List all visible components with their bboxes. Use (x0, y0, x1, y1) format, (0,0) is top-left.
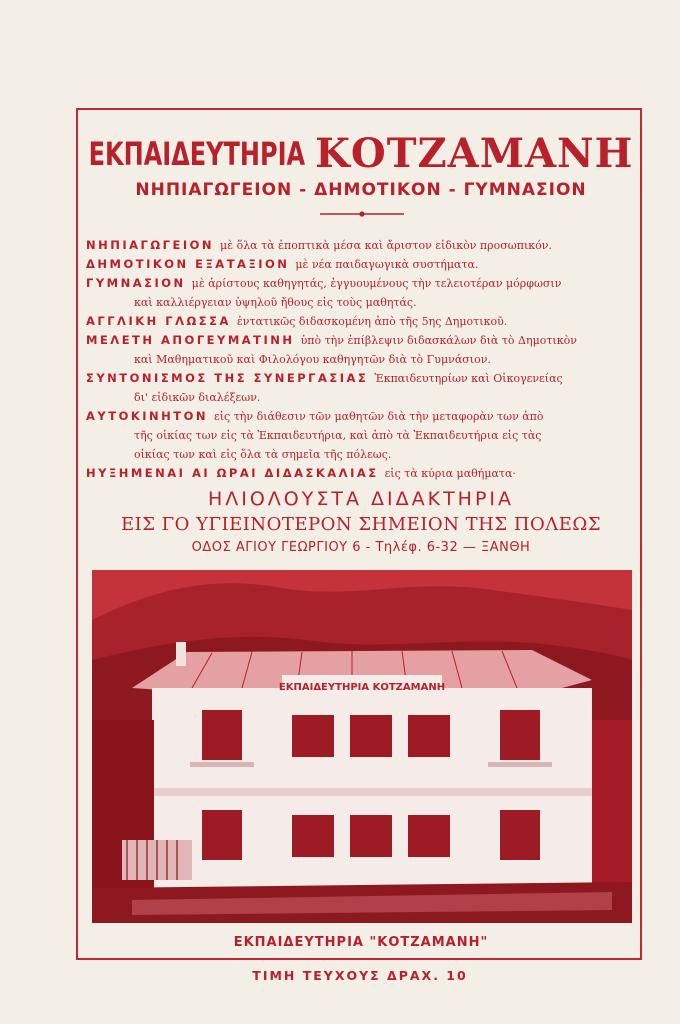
feature-keyword: ΣΥΝΤΟΝΙΣΜΟΣ ΤΗΣ ΣΥΝΕΡΓΑΣΙΑΣ (86, 371, 369, 385)
feature-keyword: ΑΓΓΛΙΚΗ ΓΛΩΣΣΑ (86, 314, 231, 328)
sunlit-classrooms-heading: ΗΛΙΟΛΟΥΣΤΑ ΔΙΔΑΚΤΗΡΙΑ (207, 488, 515, 510)
building-sign: ΕΚΠΑΙΔΕΥΤΗΡΙΑ ΚΟΤΖΑΜΑΝΗ (278, 682, 446, 693)
feature-item (86, 312, 638, 331)
location-heading: ΕΙΣ ΓΟ ΥΓΙΕΙΝΟΤΕΡΟΝ ΣΗΜΕΙΟΝ ΤΗΣ ΠΟΛΕΩΣ (120, 514, 602, 535)
feature-item (86, 369, 638, 388)
school-title (78, 130, 644, 177)
feature-keyword: ΔΗΜΟΤΙΚΟΝ ΕΞΑΤΑΞΙΟΝ (86, 257, 290, 271)
feature-text: τῆς οἰκίας των εἰς τὰ Ἐκπαιδευτήρια, καὶ ἀπὸ τὰ Ἐκπαιδευτήρια εἰς τὰς (134, 429, 542, 442)
feature-text: μὲ ὅλα τὰ ἐποπτικὰ μέσα καὶ ἄριστον εἰδικὸν προσωπικόν. (220, 239, 552, 252)
feature-item (86, 274, 638, 293)
feature-continuation (86, 350, 638, 369)
feature-text: εἰς τὰ κύρια μαθήματα· (384, 467, 516, 480)
feature-text: δι' εἰδικῶν διαλέξεων. (134, 391, 261, 404)
features-list (86, 236, 638, 483)
feature-item (86, 407, 638, 426)
feature-keyword: ΝΗΠΙΑΓΩΓΕΙΟΝ (86, 238, 215, 252)
feature-continuation (86, 293, 638, 312)
feature-keyword: ΓΥΜΝΑΣΙΟΝ (86, 276, 186, 290)
feature-item (86, 236, 638, 255)
advertisement-frame (76, 108, 642, 960)
address-line: ΟΔΟΣ ΑΓΙΟΥ ΓΕΩΡΓΙΟΥ 6 - Τηλέφ. 6-32 — ΞΑΝΘΗ (191, 540, 531, 555)
feature-text: μὲ νέα παιδαγωγικὰ συστήματα. (295, 258, 479, 271)
feature-item (86, 255, 638, 274)
feature-item (86, 331, 638, 350)
feature-item (86, 464, 638, 483)
feature-text: εἰς τὴν διάθεσιν τῶν μαθητῶν διὰ τὴν μεταφορὰν των ἀπὸ (214, 410, 544, 423)
feature-continuation (86, 388, 638, 407)
title-prefix: ΕΚΠΑΙΔΕΥΤΗΡΙΑ (88, 135, 306, 173)
feature-text: ἐντατικῶς διδασκομένη ἀπὸ τῆς 5ης Δημοτικοῦ. (236, 315, 508, 328)
feature-text: καὶ Μαθηματικοῦ καὶ Φιλολόγου καθηγητῶν διὰ τὸ Γυμνάσιον. (134, 353, 491, 366)
feature-keyword: ΑΥΤΟΚΙΝΗΤΟΝ (86, 409, 209, 423)
feature-continuation (86, 426, 638, 445)
feature-text: Ἐκπαιδευτηρίων καὶ Οἰκογενείας (374, 372, 563, 385)
school-building-photo (92, 570, 632, 923)
photo-caption: ΕΚΠΑΙΔΕΥΤΗΡΙΑ "ΚΟΤΖΑΜΑΝΗ" (233, 935, 489, 950)
ornament-divider (320, 211, 404, 217)
feature-text: ὑπὸ τὴν ἐπίβλεψιν διδασκάλων διὰ τὸ Δημοτικὸν (300, 334, 577, 347)
title-name: ΚΟΤΖΑΜΑΝΗ (315, 130, 634, 177)
school-subtitle: ΝΗΠΙΑΓΩΓΕΙΟΝ - ΔΗΜΟΤΙΚΟΝ - ΓΥΜΝΑΣΙΟΝ (135, 180, 587, 200)
feature-text: οἰκίας των καὶ εἰς ὅλα τὰ σημεῖα τῆς πόλεως. (134, 448, 392, 461)
feature-keyword: ΜΕΛΕΤΗ ΑΠΟΓΕΥΜΑΤΙΝΗ (86, 333, 295, 347)
feature-continuation (86, 445, 638, 464)
feature-keyword: ΗΥΞΗΜΕΝΑΙ ΑΙ ΩΡΑΙ ΔΙΔΑΣΚΑΛΙΑΣ (86, 466, 379, 480)
issue-price: ΤΙΜΗ ΤΕΥΧΟΥΣ ΔΡΑΧ. 10 (252, 968, 468, 983)
feature-text: καὶ καλλιέργειαν ὑψηλοῦ ἤθους εἰς τοὺς μαθητάς. (134, 296, 417, 309)
feature-text: μὲ ἀρίστους καθηγητάς, ἐγγυουμένους τὴν τελειοτέραν μόρφωσιν (191, 277, 562, 290)
